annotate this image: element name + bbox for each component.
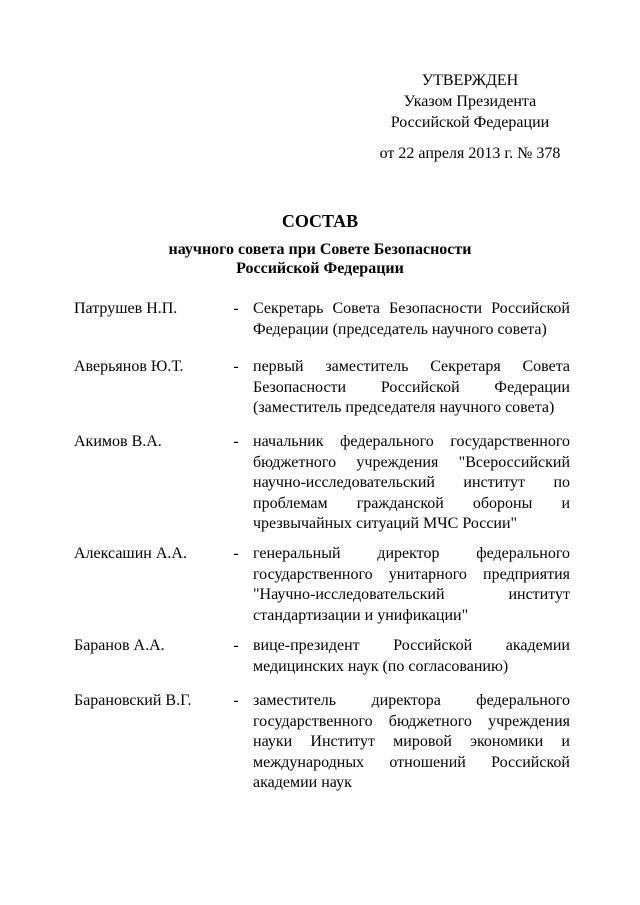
member-role: Секретарь Совета Безопасности Российской Федерации (председатель научного совета) xyxy=(253,300,570,338)
member-role: заместитель директора федерального государственного бюджетного учреждения науки Институт мировой экономики и международных отношений Российской академии наук xyxy=(253,692,570,791)
approval-stamp xyxy=(360,70,580,164)
document-subtitle xyxy=(0,240,640,278)
member-dash: - xyxy=(233,545,239,562)
member-role: начальник федерального государственного бюджетного учреждения "Всероссийский научно-исследовательский институт по проблемам гражданской обороны и чрезвычайных ситуаций МЧС России" xyxy=(253,433,570,532)
member-dash: - xyxy=(233,692,239,709)
member-name: Акимов В.А. xyxy=(74,433,162,450)
member-name: Алексашин А.А. xyxy=(74,545,187,562)
document-title: СОСТАВ xyxy=(281,211,359,231)
member-name: Баранов А.А. xyxy=(74,637,165,654)
approval-org-line: Российской Федерации xyxy=(390,114,550,131)
member-name: Аверьянов Ю.Т. xyxy=(74,358,184,375)
member-name: Барановский В.Г. xyxy=(74,692,192,709)
document-subtitle-line-1: научного совета при Совете Безопасности xyxy=(168,241,472,258)
member-role: первый заместитель Секретаря Совета Безопасности Российской Федерации (заместитель председателя научного совета) xyxy=(253,358,570,416)
approval-date-line: от 22 апреля 2013 г. № 378 xyxy=(379,145,561,162)
member-role: генеральный директор федерального государственного унитарного предприятия "Научно-исследовательский институт стандартизации и унификации" xyxy=(253,545,570,624)
member-dash: - xyxy=(233,358,239,375)
approval-by-line: Указом Президента xyxy=(403,93,537,110)
approval-status: УТВЕРЖДЕН xyxy=(421,72,519,89)
member-name: Патрушев Н.П. xyxy=(74,300,178,317)
member-role: вице-президент Российской академии медицинских наук (по согласованию) xyxy=(253,637,570,675)
member-dash: - xyxy=(233,300,239,317)
member-dash: - xyxy=(233,433,239,450)
member-dash: - xyxy=(233,637,239,654)
document-subtitle-line-2: Российской Федерации xyxy=(236,260,404,277)
document-heading xyxy=(0,210,640,278)
